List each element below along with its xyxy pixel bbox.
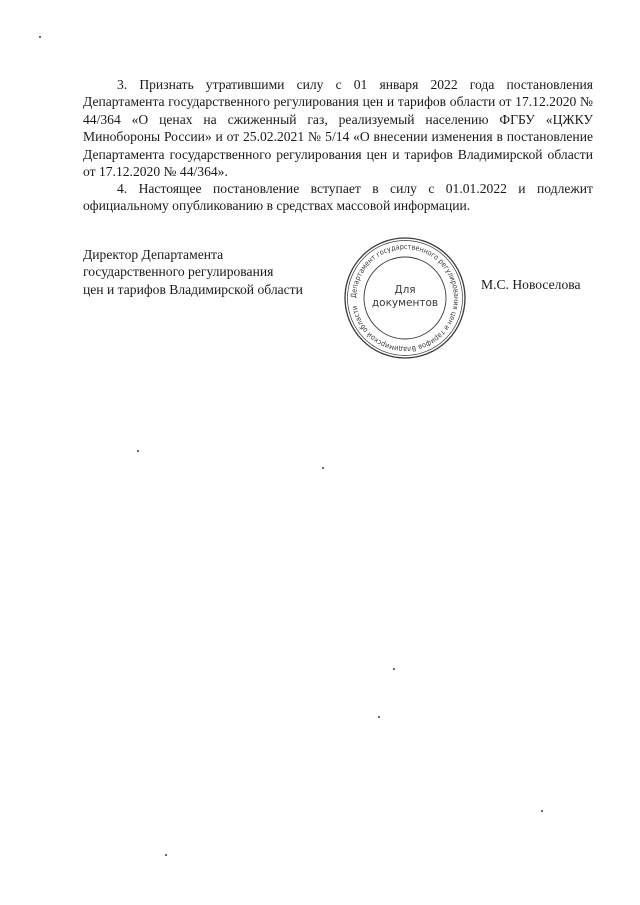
signer-position [83,246,303,298]
official-seal [342,235,468,361]
seal-center-line-2: документов [371,297,439,309]
scan-speck [378,716,380,718]
scan-speck [322,467,324,469]
signer-position-line-2: государственного регулирования [83,264,274,280]
scan-speck [137,450,139,452]
paragraph-3: 3. Признать утратившими силу с 01 января 2022 года постановления Департамента государственного регулирования цен и тарифов области от 17.12.2020 № 44/364 «О ценах на сжиженный газ, реализуемый населению ФГБУ «ЦЖКУ Минобороны России» и от 25.02.2021 № 5/14 «О внесении изменения в постановление Департамента государственного регулирования цен и тарифов Владимирской области от 17.12.2020 № 44/364». [83,77,593,180]
signer-position-line-1: Директор Департамента [83,247,224,262]
signer-name: М.С. Новоселова [481,277,581,292]
seal-graphic [342,235,468,361]
scan-speck [541,810,543,812]
scan-speck [165,854,167,856]
seal-ring-textpath: Департамент государственного регулирования цен и тарифов Владимирской области [348,241,462,355]
scan-speck [39,36,41,38]
scan-speck [393,668,395,670]
seal-center-line-1: Для [394,284,416,296]
signer-position-line-3: цен и тарифов Владимирской области [83,281,303,297]
paragraph-4: 4. Настоящее постановление вступает в силу с 01.01.2022 и подлежит официальному опубликованию в средствах массовой информации. [83,181,593,214]
